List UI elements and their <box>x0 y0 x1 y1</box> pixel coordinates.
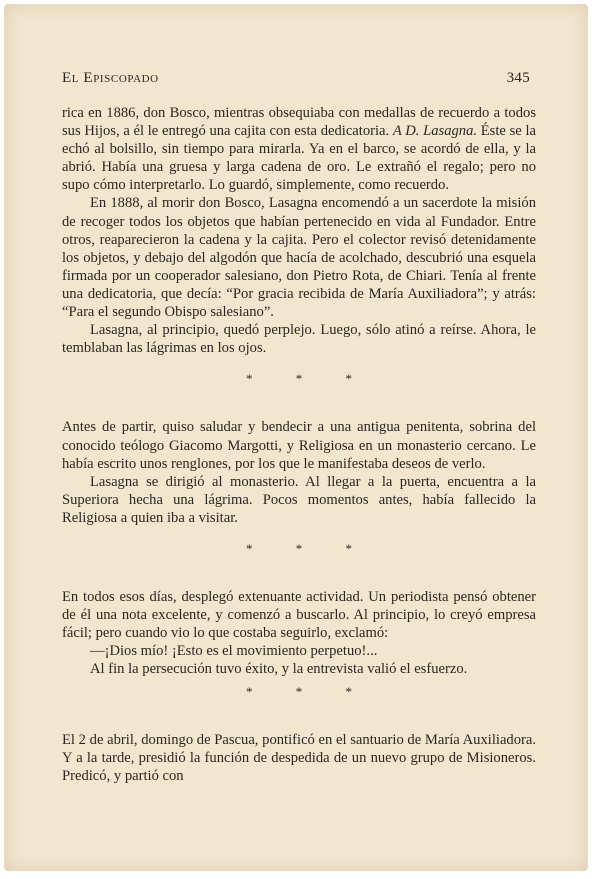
paragraph-1-end: Éste se la echó al bolsillo, sin tiempo para mirarla. Ya en el barco, se acordó de ella, y la abrió. Había una gruesa y larga cadena de oro. Le extrañó el regalo; pero no supo cómo interpretarlo. Lo guardó, simplemente, como recuerdo. <box>62 123 536 194</box>
paragraph-6: En todos esos días, desplegó extenuante actividad. Un periodista pensó obtener de él una nota excelente, y comenzó a buscarlo. Al principio, lo creyó empresa fácil; pero cuando vio lo que costaba seguirlo, exclamó: <box>62 589 536 642</box>
section-separator-2: * * * <box>246 540 352 556</box>
paragraph-8: Al fin la persecución tuvo éxito, y la entrevista valió el esfuerzo. <box>90 661 468 678</box>
paragraph-4: Antes de partir, quiso saludar y bendecir a una antigua penitenta, sobrina del conocido teólogo Giacomo Margotti, y Religiosa en un monasterio cercano. Le había escrito unos renglones, por los que le manifestaba deseos de verlo. <box>62 419 536 472</box>
book-page <box>4 4 588 871</box>
paragraph-1 <box>62 104 536 194</box>
body-text <box>62 104 536 785</box>
paragraph-5: Lasagna se dirigió al monasterio. Al llegar a la puerta, encuentra a la Superiora hecha una lágrima. Pocos momentos antes, había fallecido la Religiosa a quien iba a visitar. <box>62 473 536 526</box>
section-separator-3: * * * <box>246 683 352 699</box>
dedication-italic: A D. Lasagna. <box>392 123 478 140</box>
page-number: 345 <box>506 70 530 86</box>
section-separator-1: * * * <box>246 371 352 387</box>
page-header <box>62 70 530 87</box>
paragraph-9: El 2 de abril, domingo de Pascua, pontificó en el santuario de María Auxiliadora. Y a la tarde, presidió la función de despedida de un nuevo grupo de Misioneros. Predicó, y partió con <box>62 731 536 784</box>
paragraph-3: Lasagna, al principio, quedó perplejo. Luego, sólo atinó a reírse. Ahora, le temblaban las lágrimas en los ojos. <box>62 322 536 357</box>
running-head: El Episcopado <box>62 70 159 86</box>
paragraph-7: —¡Dios mío! ¡Esto es el movimiento perpetuo!... <box>90 643 378 660</box>
paragraph-2: En 1888, al morir don Bosco, Lasagna encomendó a un sacerdote la misión de recoger todos los objetos que habían pertenecido en vida al Fundador. Entre otros, reaparecieron la cadena y la cajita. Pero el colector revisó detenidamente los objetos, y debajo del algodón que hacía de acolchado, descubrió una esquela firmada por un cooperador salesiano, don Pietro Rota, de Chiari. Tenía al frente una dedicatoria, que decía: “Por gracia recibida de María Auxiliadora”; y atrás: “Para el segundo Obispo salesiano”. <box>62 195 536 321</box>
paragraph-1-start: rica en 1886, don Bosco, mientras obsequiaba con medallas de recuerdo a todos sus Hijos, a él le entregó una cajita con esta dedicatoria. <box>62 105 536 140</box>
